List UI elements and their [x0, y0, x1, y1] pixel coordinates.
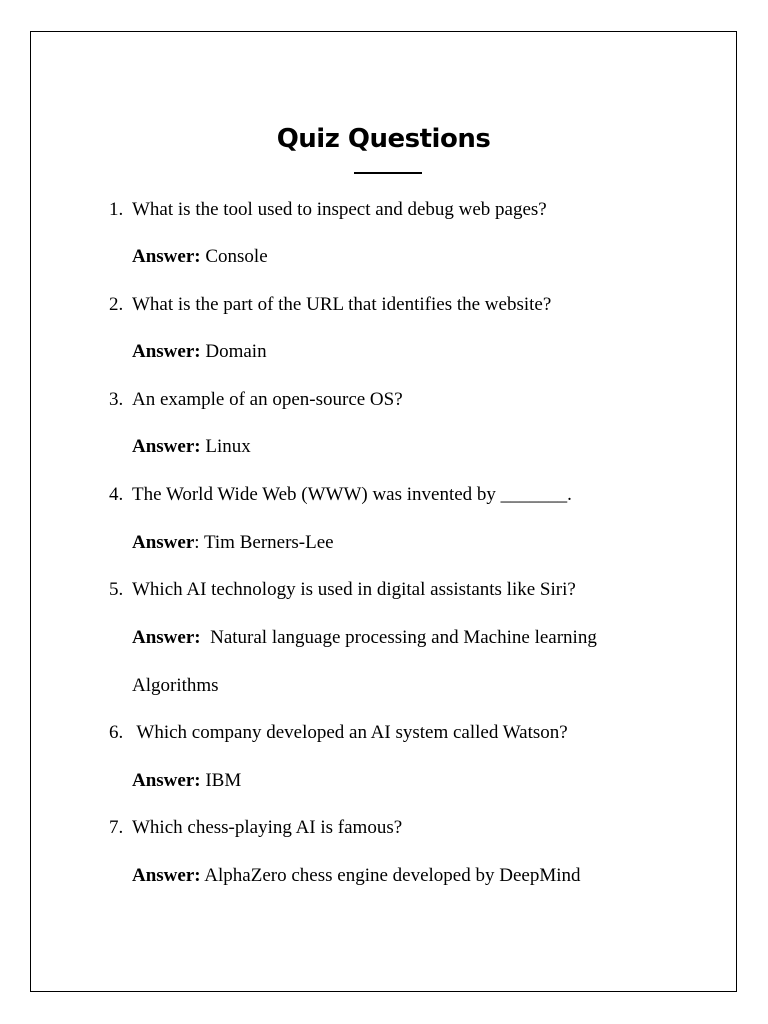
answer-line — [132, 864, 581, 888]
question-text: What is the tool used to inspect and debug web pages? — [132, 199, 547, 220]
question-text: What is the part of the URL that identifies the website? — [132, 294, 552, 315]
question-text: An example of an open-source OS? — [132, 389, 403, 410]
question-number: 5. — [109, 579, 124, 600]
title-underline — [354, 172, 422, 174]
answer-line — [132, 769, 241, 793]
answer-label: Answer: — [132, 865, 201, 886]
question-number: 1. — [109, 199, 124, 220]
answer-label: Answer: — [132, 246, 201, 267]
answer-text: Console — [200, 246, 268, 267]
question-number: 4. — [109, 484, 124, 505]
question-number: 6. — [109, 722, 124, 743]
answer-line — [132, 626, 597, 650]
answer-label: Answer: — [132, 627, 201, 648]
answer-label: Answer: — [132, 341, 201, 362]
answer-text: Linux — [200, 436, 251, 457]
answer-label: Answer: — [132, 436, 201, 457]
answer-text: Natural language processing and Machine learning — [200, 627, 597, 648]
question-number: 7. — [109, 817, 124, 838]
answer-continuation: Algorithms — [132, 675, 219, 696]
question-text: Which chess-playing AI is famous? — [132, 817, 403, 838]
answer-label: Answer: — [132, 770, 201, 791]
question-number: 2. — [109, 294, 124, 315]
answer-text: Domain — [200, 341, 267, 362]
question-text: The World Wide Web (WWW) was invented by _______. — [132, 484, 572, 505]
answer-line — [132, 340, 267, 364]
answer-label: Answer — [132, 532, 195, 553]
answer-text: AlphaZero chess engine developed by DeepMind — [200, 865, 581, 886]
answer-text: IBM — [200, 770, 242, 791]
document-page — [30, 31, 737, 992]
answer-line — [132, 435, 251, 459]
answer-line — [132, 245, 268, 269]
question-text: Which AI technology is used in digital assistants like Siri? — [132, 579, 576, 600]
question-text: Which company developed an AI system called Watson? — [132, 722, 568, 743]
page-title: Quiz Questions — [276, 124, 491, 154]
answer-line — [132, 531, 334, 555]
question-number: 3. — [109, 389, 124, 410]
answer-text: : Tim Berners-Lee — [194, 532, 334, 553]
